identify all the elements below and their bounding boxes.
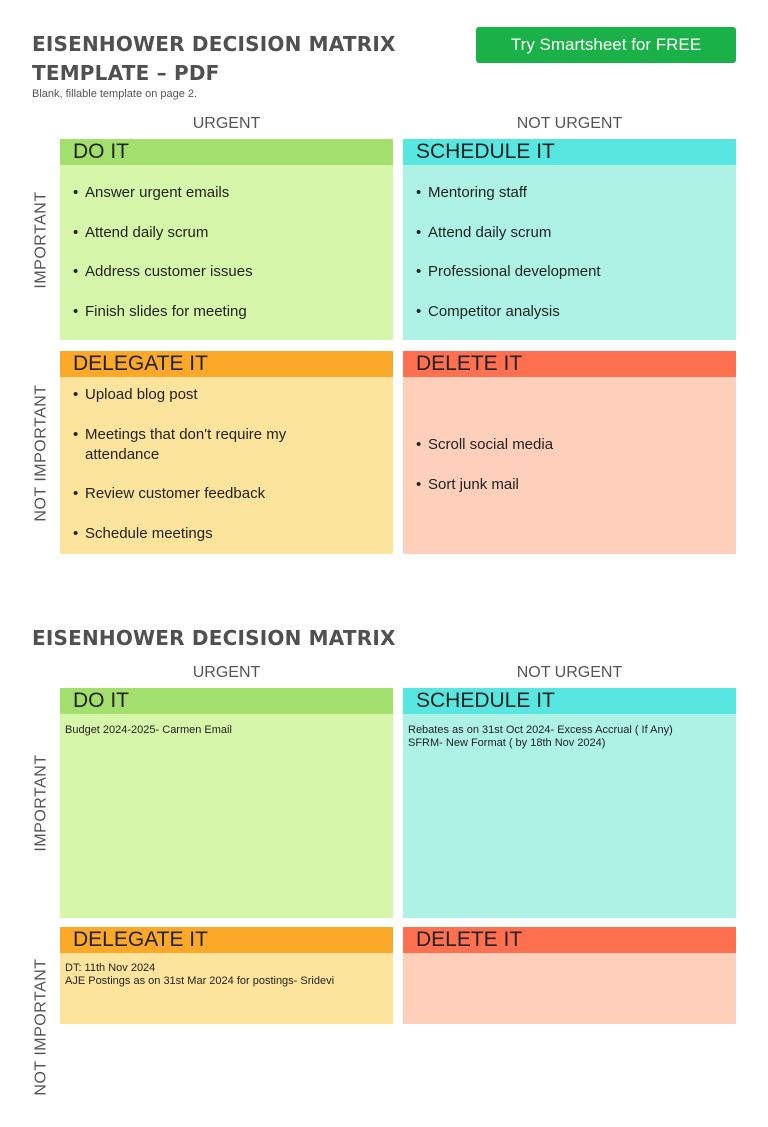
quadrant-delete-it (403, 351, 736, 554)
col-header-not-urgent: NOT URGENT (516, 115, 623, 132)
quadrant-do-it (60, 139, 393, 340)
page-subtitle: Blank, fillable template on page 2. (32, 88, 198, 100)
matrix-quadrant-schedule-it-notes (403, 714, 736, 750)
note-line: DT: 11th Nov 2024 (65, 962, 156, 974)
matrix-quadrant-do-it-field[interactable] (60, 714, 393, 918)
matrix-quadrant-do-it-notes (60, 714, 393, 737)
quadrant-delegate-it-body (60, 377, 393, 554)
row-label-not-important-text: NOT IMPORTANT (33, 383, 51, 522)
row-label-important-text: IMPORTANT (33, 190, 50, 289)
matrix-col-header-not-urgent: NOT URGENT (516, 664, 623, 681)
try-smartsheet-button[interactable]: Try Smartsheet for FREE (476, 27, 736, 63)
list-item: • Scroll social media (416, 435, 736, 455)
note-line: Budget 2024-2025- Carmen Email (65, 724, 232, 736)
matrix-quadrant-delegate-it-field[interactable] (60, 953, 393, 1024)
row-label-not-important (28, 351, 56, 554)
list-item: • Attend daily scrum (73, 223, 393, 243)
list-item: • Mentoring staff (416, 183, 736, 203)
matrix-title: EISENHOWER DECISION MATRIX (32, 626, 396, 650)
quadrant-delegate-it (60, 351, 393, 554)
quadrant-schedule-it-title: SCHEDULE IT (403, 139, 736, 165)
quadrant-delete-it-title: DELETE IT (403, 351, 736, 377)
list-item: • Upload blog post (73, 385, 293, 405)
note-line: AJE Postings as on 31st Mar 2024 for postings- Sridevi (65, 975, 335, 987)
quadrant-delegate-it-title: DELEGATE IT (60, 351, 393, 377)
matrix-row-label-not-important (28, 927, 56, 1127)
matrix-row-label-important (28, 688, 56, 918)
col-header-urgent: URGENT (192, 115, 261, 132)
matrix-quadrant-schedule-it (403, 688, 736, 918)
note-line: SFRM- New Format ( by 18th Nov 2024) (408, 737, 606, 749)
quadrant-do-it-title: DO IT (60, 139, 393, 165)
list-item: • Address customer issues (73, 262, 393, 282)
quadrant-do-it-list (60, 165, 393, 322)
matrix-col-header-urgent: URGENT (192, 664, 261, 681)
matrix-row-label-not-important-text: NOT IMPORTANT (33, 958, 51, 1096)
quadrant-do-it-body (60, 165, 393, 340)
quadrant-delete-it-body (403, 377, 736, 554)
list-item: • Attend daily scrum (416, 223, 736, 243)
matrix-quadrant-delete-it (403, 927, 736, 1024)
page-title: EISENHOWER DECISION MATRIX TEMPLATE – PDF (32, 32, 396, 85)
matrix-quadrant-delete-it-title: DELETE IT (403, 927, 736, 953)
quadrant-delete-it-list (403, 377, 736, 495)
matrix-quadrant-delete-it-field[interactable] (403, 953, 736, 1024)
matrix-row-label-important-text: IMPORTANT (33, 754, 50, 852)
list-item: • Review customer feedback (73, 484, 293, 504)
list-item: • Schedule meetings (73, 524, 293, 544)
list-item: • Finish slides for meeting (73, 302, 393, 322)
quadrant-schedule-it-body (403, 165, 736, 340)
quadrant-schedule-it-list (403, 165, 736, 322)
quadrant-delegate-it-list (60, 377, 393, 544)
row-label-important (28, 139, 56, 340)
matrix-quadrant-do-it (60, 688, 393, 918)
matrix-quadrant-delegate-it-title: DELEGATE IT (60, 927, 393, 953)
list-item: • Professional development (416, 262, 736, 282)
quadrant-schedule-it (403, 139, 736, 340)
list-item: • Sort junk mail (416, 475, 736, 495)
list-item: • Competitor analysis (416, 302, 736, 322)
matrix-quadrant-delegate-it-notes (60, 953, 393, 988)
matrix-quadrant-schedule-it-field[interactable] (403, 714, 736, 918)
matrix-quadrant-schedule-it-title: SCHEDULE IT (403, 688, 736, 714)
list-item: • Meetings that don't require my attendance (73, 425, 293, 465)
matrix-quadrant-do-it-title: DO IT (60, 688, 393, 714)
matrix-quadrant-delegate-it (60, 927, 393, 1024)
note-line: Rebates as on 31st Oct 2024- Excess Accrual ( If Any) (408, 724, 673, 736)
list-item: • Answer urgent emails (73, 183, 393, 203)
